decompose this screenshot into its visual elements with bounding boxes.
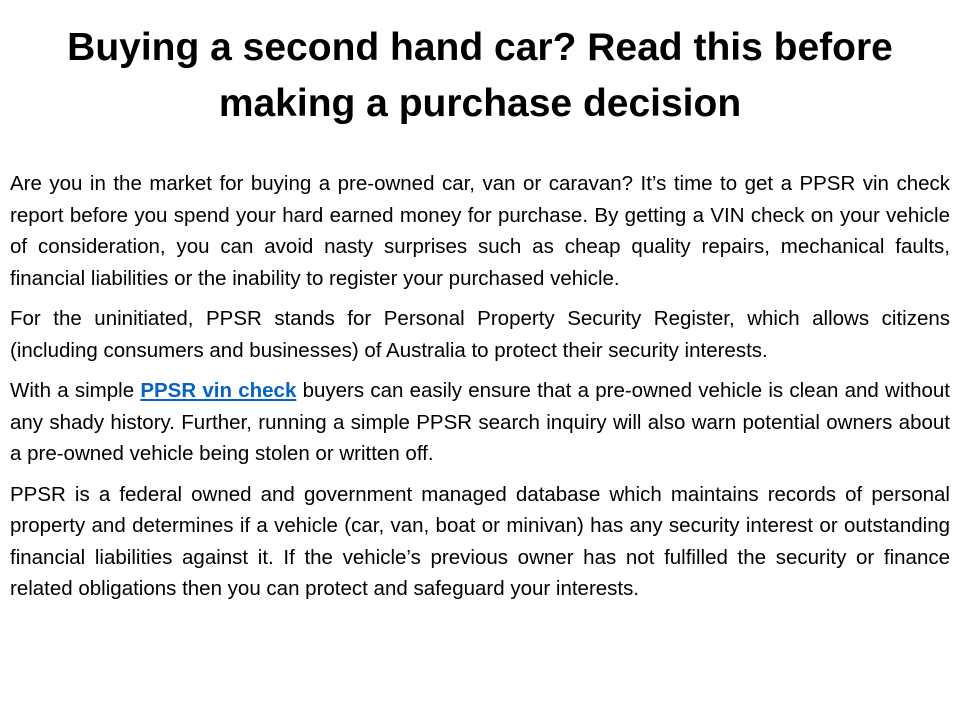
ppsr-vin-check-link[interactable]: PPSR vin check [140,379,297,402]
paragraph-vin-check [10,375,950,470]
article-body [10,168,950,614]
page-title: Buying a second hand car? Read this before making a purchase decision [67,26,893,125]
paragraph-ppsr-database: PPSR is a federal owned and government managed database which maintains records of personal property and determines if a vehicle (car, van, boat or minivan) has any security interest or outstanding financial liabilities against it. If the vehicle’s previous owner has not fulfilled the security or finance related obligations then you can protect and safeguard your interests. [10,482,950,600]
paragraph-text-before-link: With a simple [10,379,141,402]
paragraph-intro: Are you in the market for buying a pre-owned car, van or caravan? It’s time to get a PPSR vin check report before you spend your hard earned money for purchase. By getting a VIN check on your vehicle of consideration, you can avoid nasty surprises such as cheap quality repairs, mechanical faults, financial liabilities or the inability to register your purchased vehicle. [10,172,950,290]
paragraph-text-after-link: buyers can easily ensure that a pre-owned vehicle is clean and without any shady history. Further, running a simple PPSR search inquiry will also warn potential owners about a pre-owned vehicle being stolen or written off. [10,379,950,465]
paragraph-ppsr-definition: For the uninitiated, PPSR stands for Personal Property Security Register, which allows citizens (including consumers and businesses) of Australia to protect their security interests. [10,307,950,362]
